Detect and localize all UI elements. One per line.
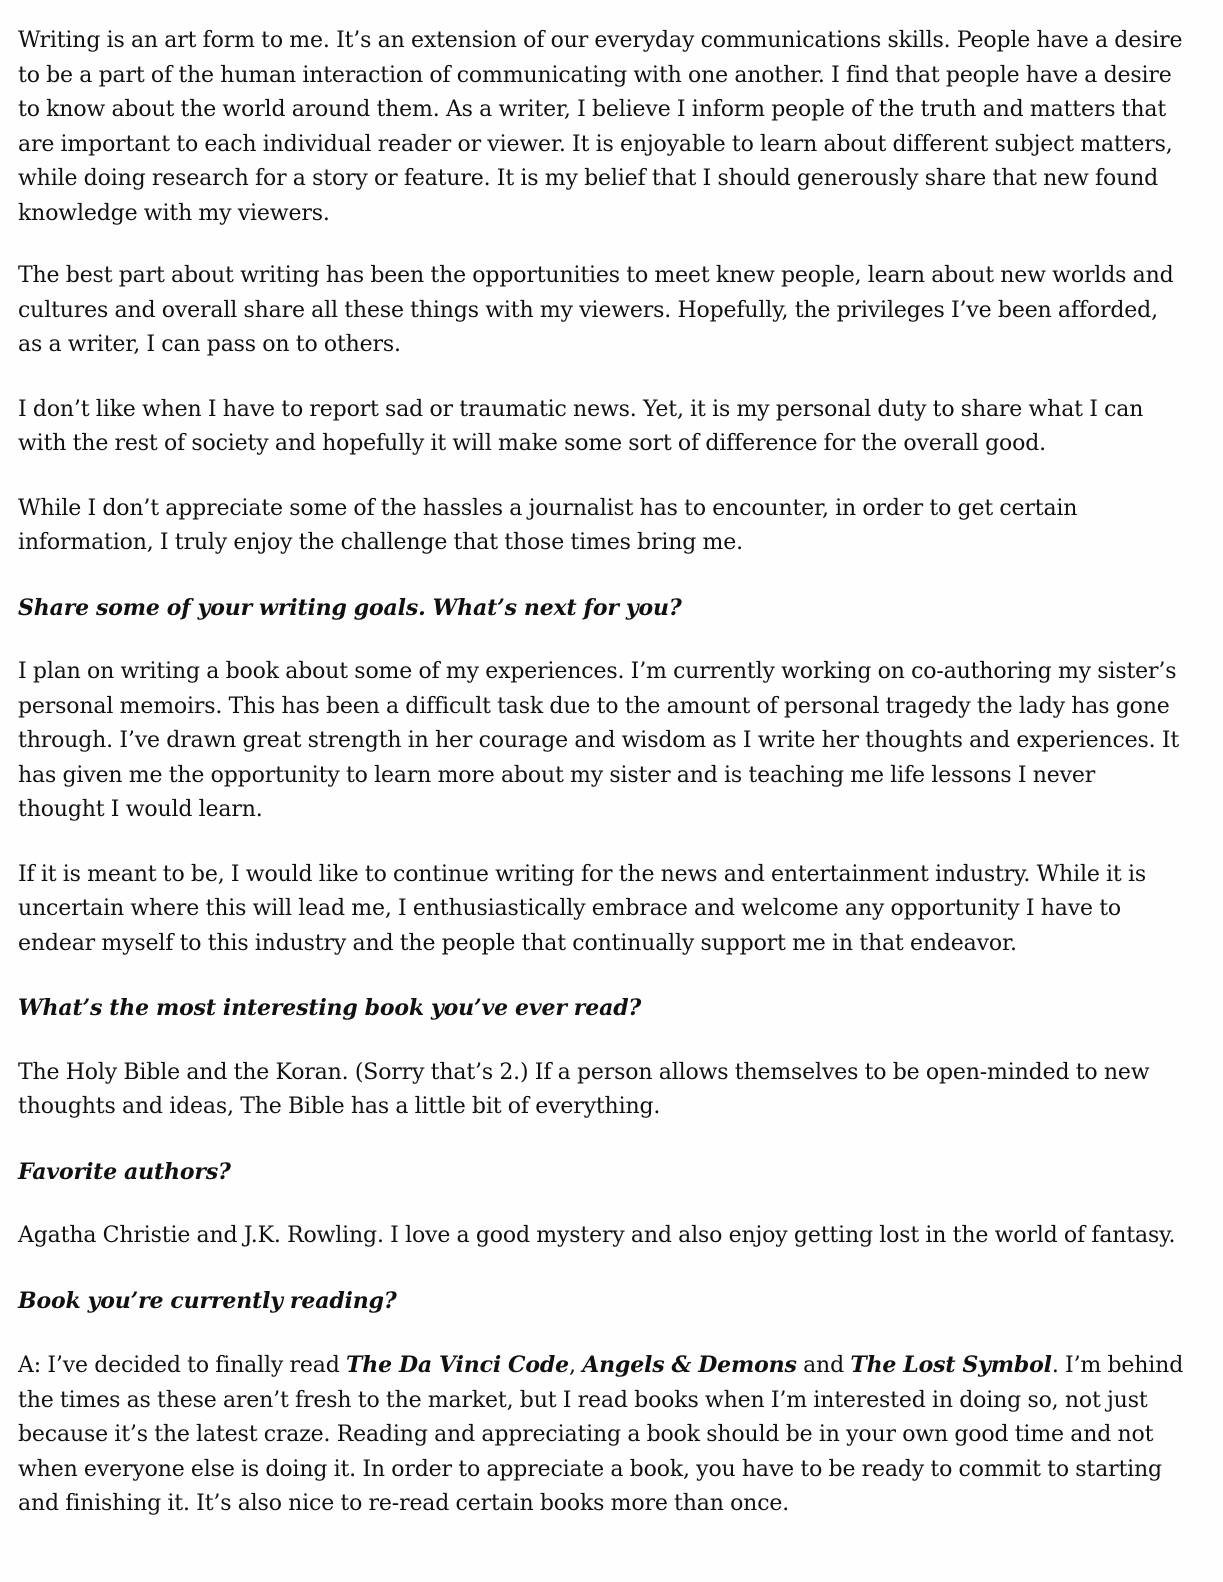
paragraph-news-industry: If it is meant to be, I would like to continue writing for the news and entertainment industry. While it is uncertain where this will lead me, I enthusiastically embrace and welcome any opportunity I have to endear myself to this industry and the people that continually support me in that endeavor.	[18, 861, 1146, 956]
separator-comma: ,	[569, 1353, 583, 1378]
question-most-interesting-book: What’s the most interesting book you’ve ever read?	[18, 995, 642, 1021]
book-title-da-vinci-code: The Da Vinci Code	[346, 1352, 570, 1378]
paragraph-sad-news: I don’t like when I have to report sad or traumatic news. Yet, it is my personal duty to share what I can with the rest of society and hopefully it will make some sort of difference for the overall good.	[18, 396, 1144, 456]
paragraph-best-part: The best part about writing has been the opportunities to meet knew people, learn about new worlds and cultures and overall share all these things with my viewers. Hopefully, the privileges I’ve been afforded, as a writer, I can pass on to others.	[18, 263, 1174, 357]
paragraph-authors-answer: Agatha Christie and J.K. Rowling. I love a good mystery and also enjoy getting lost in the world of fantasy.	[18, 1223, 1176, 1248]
question-currently-reading: Book you’re currently reading?	[18, 1287, 397, 1314]
paragraph-writing-art-form: Writing is an art form to me. It’s an extension of our everyday communications skills. People have a desire to be a part of the human interaction of communicating with one another. I find that people have a desire to know about the world around them. As a writer, I believe I inform people of the truth and matters that are important to each individual reader or viewer. It is enjoyable to learn about different subject matters, while doing research for a story or feature. It is my belief that I should generously share that new found knowledge with my viewers.	[18, 28, 1183, 226]
book-title-angels-demons: Angels & Demons	[582, 1352, 797, 1378]
paragraph-currently-reading-answer	[18, 1348, 1186, 1522]
separator-and: and	[796, 1353, 851, 1378]
paragraph-book-plans: I plan on writing a book about some of my experiences. I’m currently working on co-authoring my sister’s personal memoirs. This has been a difficult task due to the amount of personal tragedy the lady has gone through. I’ve drawn great strength in her courage and wisdom as I write her thoughts and experiences. It has given me the opportunity to learn more about my sister and is teaching me life lessons I never thought I would learn.	[18, 659, 1180, 822]
question-favorite-authors: Favorite authors?	[18, 1158, 231, 1185]
question-writing-goals: Share some of your writing goals. What’s next for you?	[18, 594, 682, 621]
answer-prefix: A: I’ve decided to finally read	[18, 1353, 347, 1378]
paragraph-holy-bible: The Holy Bible and the Koran. (Sorry that’s 2.) If a person allows themselves to be open-minded to new thoughts and ideas, The Bible has a little bit of everything.	[18, 1059, 1150, 1119]
book-title-lost-symbol: The Lost Symbol	[850, 1352, 1052, 1378]
answer-suffix: . I’m behind the times as these aren’t fresh to the market, but I read books when I’m interested in doing so, not just because it’s the latest craze. Reading and appreciating a book should be in your own good time and not when everyone else is doing it. In order to appreciate a book, you have to be ready to commit to starting and finishing it. It’s also nice to re-read certain books more than once.	[18, 1353, 1184, 1516]
article-body	[18, 24, 1186, 1522]
paragraph-hassles: While I don’t appreciate some of the hassles a journalist has to encounter, in order to get certain information, I truly enjoy the challenge that those times bring me.	[18, 495, 1078, 555]
